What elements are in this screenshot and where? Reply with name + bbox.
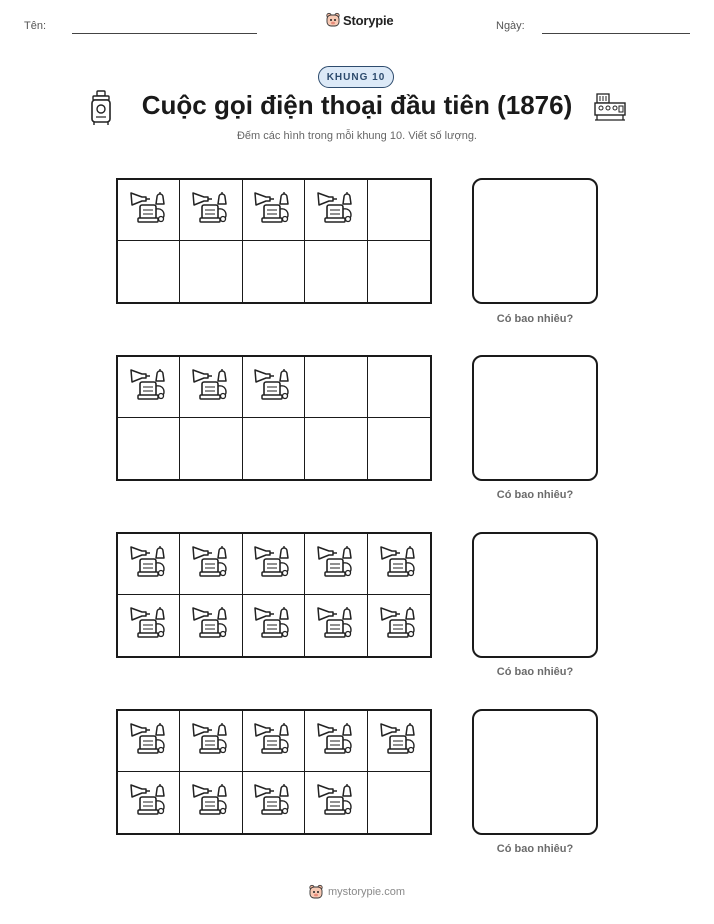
brand-name: Storypie <box>343 12 394 28</box>
ten-frame-cell <box>180 595 242 656</box>
ten-frame-2 <box>116 355 432 481</box>
telephone-icon <box>128 364 170 411</box>
ten-frame-cell <box>368 357 430 418</box>
telephone-icon <box>128 718 170 765</box>
telephone-icon <box>128 779 170 826</box>
date-line[interactable] <box>542 33 690 34</box>
ten-frame-cell <box>180 772 242 833</box>
ten-frame-cell <box>368 772 430 833</box>
telephone-icon <box>128 187 170 234</box>
ten-frame-cell <box>368 534 430 595</box>
instructions: Đếm các hình trong mỗi khung 10. Viết số lượng. <box>236 130 477 142</box>
telephone-icon <box>190 602 232 649</box>
ten-frame-cell <box>305 418 367 479</box>
ten-frame-cell <box>118 772 180 833</box>
telephone-icon <box>190 364 232 411</box>
telephone-icon <box>128 541 170 588</box>
ten-frame-cell <box>243 711 305 772</box>
ten-frame-cell <box>243 418 305 479</box>
ten-frame-cell <box>180 418 242 479</box>
telephone-icon <box>315 187 357 234</box>
ten-frame-cell <box>118 595 180 656</box>
ten-frame-cell <box>180 241 242 302</box>
ten-frame-cell <box>243 595 305 656</box>
telephone-switchboard-icon <box>594 93 626 126</box>
ten-frame-cell <box>368 595 430 656</box>
telephone-icon <box>190 541 232 588</box>
telephone-icon <box>252 364 294 411</box>
telephone-icon <box>252 718 294 765</box>
ten-frame-cell <box>118 418 180 479</box>
answer-box-2[interactable] <box>472 355 598 481</box>
telephone-icon <box>315 602 357 649</box>
telephone-icon <box>190 187 232 234</box>
footer-url: mystorypie.com <box>328 886 406 898</box>
telephone-icon <box>128 602 170 649</box>
ten-frame-cell <box>305 711 367 772</box>
footer <box>308 884 405 900</box>
ten-frame-cell <box>118 357 180 418</box>
ten-frame-cell <box>243 357 305 418</box>
telephone-icon <box>190 779 232 826</box>
ten-frame-cell <box>180 711 242 772</box>
telephone-icon <box>378 718 420 765</box>
name-line[interactable] <box>72 33 257 34</box>
ten-frame-cell <box>305 772 367 833</box>
ten-frame-cell <box>180 180 242 241</box>
telephone-icon <box>252 779 294 826</box>
answer-box-4[interactable] <box>472 709 598 835</box>
ten-frame-cell <box>305 357 367 418</box>
answer-prompt: Có bao nhiêu? <box>496 313 574 325</box>
answer-prompt: Có bao nhiêu? <box>496 666 574 678</box>
ten-frame-cell <box>368 180 430 241</box>
ten-frame-1 <box>116 178 432 304</box>
answer-box-3[interactable] <box>472 532 598 658</box>
ten-frame-cell <box>118 241 180 302</box>
ten-frame-cell <box>243 180 305 241</box>
telephone-icon <box>378 602 420 649</box>
page-title: Cuộc gọi điện thoại đầu tiên (1876) <box>141 90 573 120</box>
telephone-icon <box>190 718 232 765</box>
ten-frame-cell <box>118 534 180 595</box>
ten-frame-3 <box>116 532 432 658</box>
ten-frame-cell <box>305 241 367 302</box>
ten-frame-cell <box>305 180 367 241</box>
ten-frame-cell <box>243 772 305 833</box>
ten-frame-cell <box>118 180 180 241</box>
storypie-mascot-icon <box>325 12 341 28</box>
answer-prompt: Có bao nhiêu? <box>496 489 574 501</box>
ten-frame-cell <box>243 241 305 302</box>
name-label: Tên: <box>24 20 47 32</box>
telephone-icon <box>315 779 357 826</box>
telephone-icon <box>315 541 357 588</box>
ten-frame-4 <box>116 709 432 835</box>
ten-frame-cell <box>368 241 430 302</box>
date-label: Ngày: <box>496 20 525 32</box>
ten-frame-cell <box>305 595 367 656</box>
ten-frame-cell <box>180 357 242 418</box>
ten-frame-cell <box>368 418 430 479</box>
telephone-icon <box>315 718 357 765</box>
answer-prompt: Có bao nhiêu? <box>496 843 574 855</box>
telephone-icon <box>252 541 294 588</box>
ten-frame-cell <box>305 534 367 595</box>
ten-frame-cell <box>368 711 430 772</box>
ten-frame-cell <box>180 534 242 595</box>
telephone-icon <box>252 602 294 649</box>
brand-logo <box>325 12 393 28</box>
ten-frame-cell <box>243 534 305 595</box>
worksheet-type-badge: KHUNG 10 <box>318 66 394 88</box>
storypie-mascot-icon <box>308 884 324 900</box>
telephone-icon <box>252 187 294 234</box>
answer-box-1[interactable] <box>472 178 598 304</box>
telephone-icon <box>378 541 420 588</box>
ten-frame-cell <box>118 711 180 772</box>
